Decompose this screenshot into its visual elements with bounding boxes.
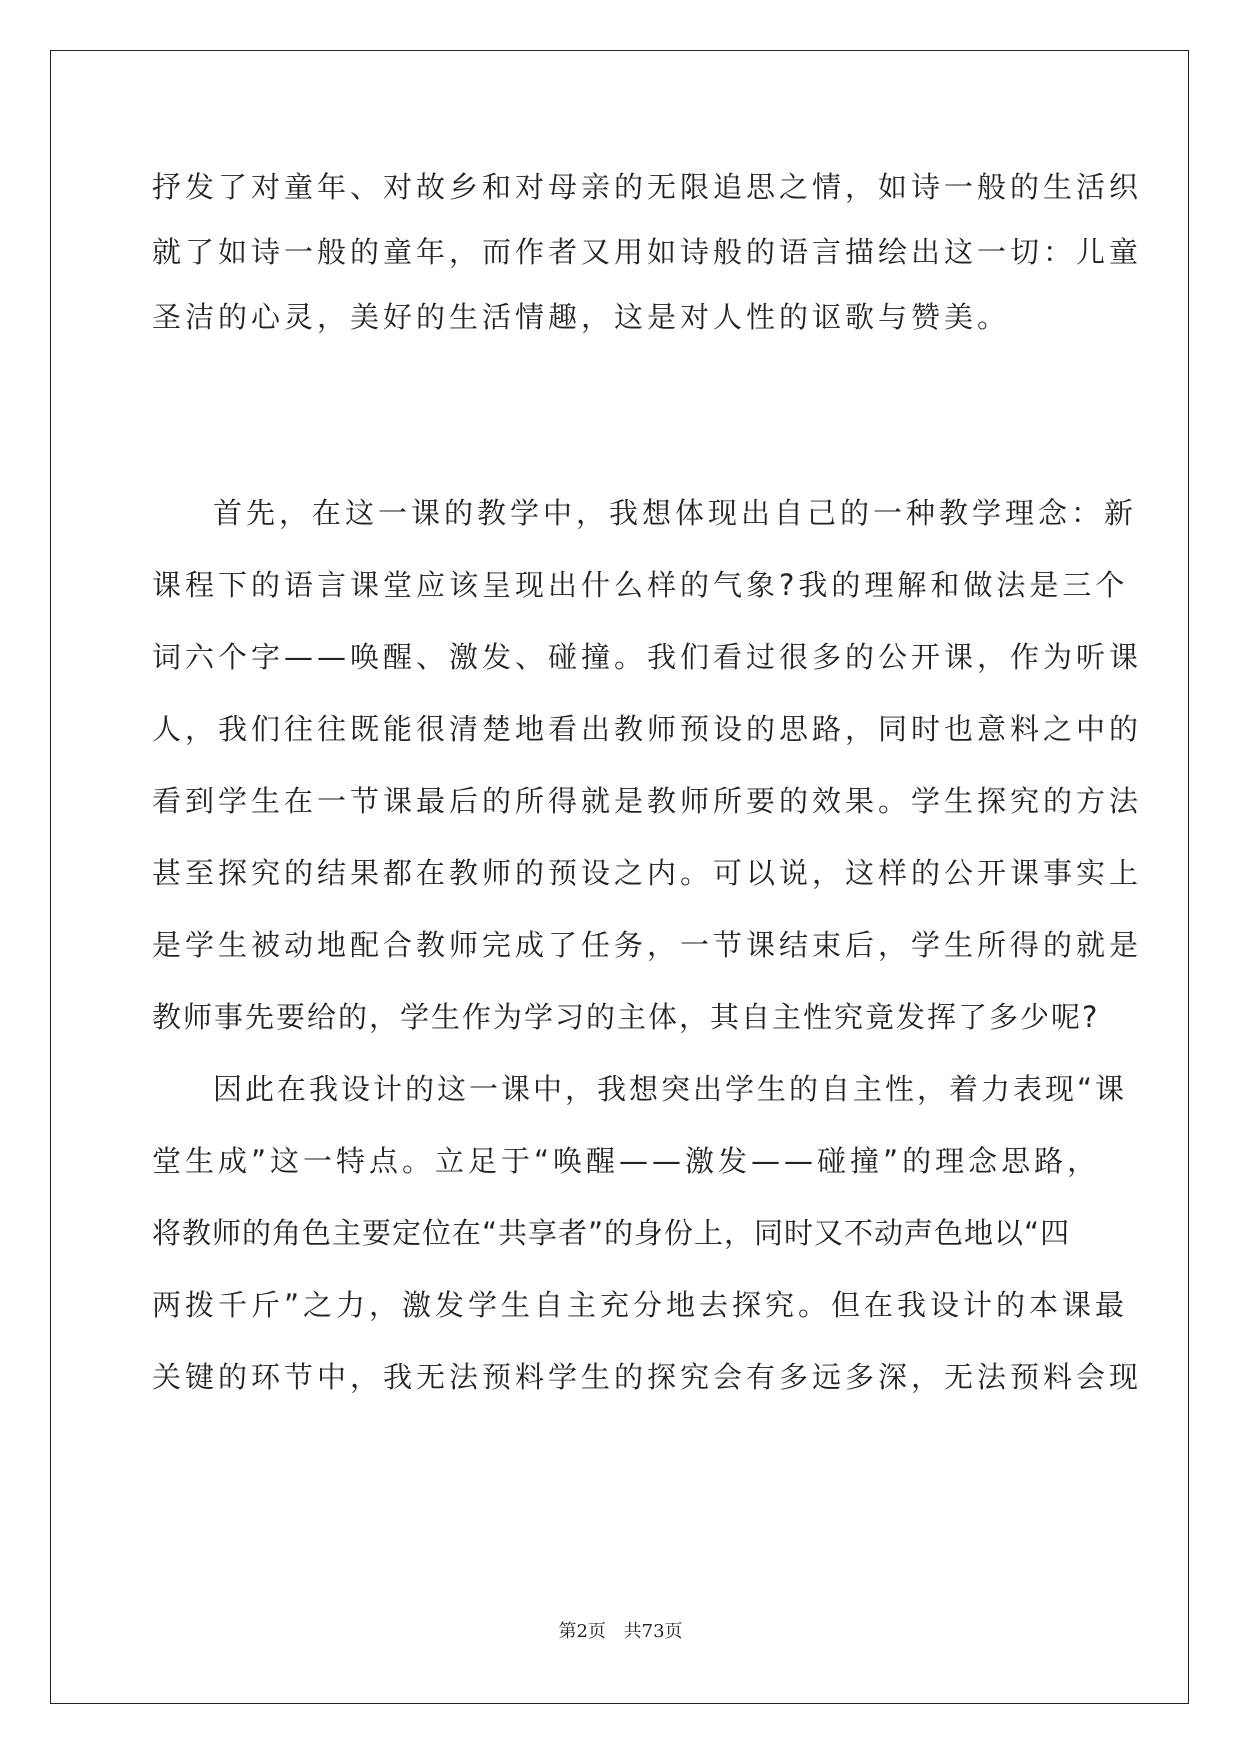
text-line: 首先，在这一课的教学中，我想体现出自己的一种教学理念：新 bbox=[213, 496, 1138, 530]
text-line: 词六个字——唤醒、激发、碰撞。我们看过很多的公开课，作为听课 bbox=[152, 640, 1143, 674]
text-line: 将教师的角色主要定位在“共享者”的身份上，同时又不动声色地以“四 bbox=[152, 1216, 1071, 1250]
text-line: 甚至探究的结果都在教师的预设之内。可以说，这样的公开课事实上 bbox=[152, 856, 1143, 890]
text-line: 教师事先要给的，学生作为学习的主体，其自主性究竟发挥了多少呢? bbox=[152, 1000, 1100, 1034]
text-line: 人，我们往往既能很清楚地看出教师预设的思路，同时也意料之中的 bbox=[152, 712, 1143, 746]
text-line: 看到学生在一节课最后的所得就是教师所要的效果。学生探究的方法 bbox=[152, 784, 1143, 818]
text-line: 关键的环节中，我无法预料学生的探究会有多远多深，无法预料会现 bbox=[152, 1360, 1143, 1394]
text-line: 是学生被动地配合教师完成了任务，一节课结束后，学生所得的就是 bbox=[152, 928, 1143, 962]
text-line: 抒发了对童年、对故乡和对母亲的无限追思之情，如诗一般的生活织 bbox=[152, 170, 1143, 204]
text-line: 课程下的语言课堂应该呈现出什么样的气象?我的理解和做法是三个 bbox=[152, 568, 1129, 602]
page-footer bbox=[0, 1620, 1241, 1644]
text-line: 堂生成”这一特点。立足于“唤醒——激发——碰撞”的理念思路， bbox=[152, 1144, 1101, 1178]
text-line: 就了如诗一般的童年，而作者又用如诗般的语言描绘出这一切：儿童 bbox=[152, 235, 1143, 269]
text-line: 因此在我设计的这一课中，我想突出学生的自主性，着力表现“课 bbox=[213, 1072, 1128, 1106]
text-line: 圣洁的心灵，美好的生活情趣，这是对人性的讴歌与赞美。 bbox=[152, 300, 1011, 334]
page-total: 共73页 bbox=[623, 1621, 683, 1642]
page-number: 第2页 bbox=[558, 1621, 606, 1642]
text-line: 两拨千斤”之力，激发学生自主充分地去探究。但在我设计的本课最 bbox=[152, 1288, 1129, 1322]
